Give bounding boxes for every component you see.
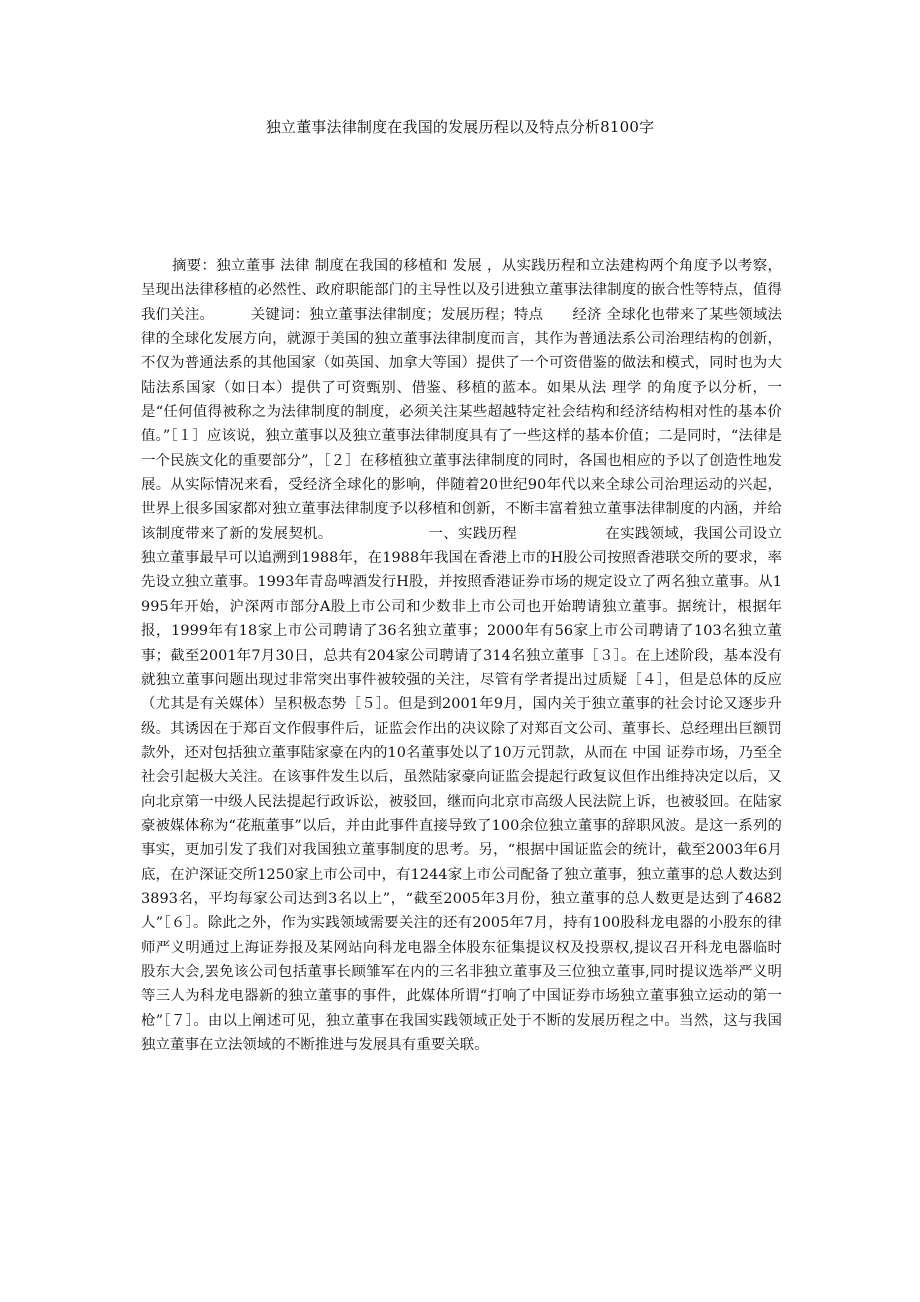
document-body-paragraph: 摘要：独立董事 法律 制度在我国的移植和 发展 ，从实践历程和立法建构两个角度予以考察，呈现出法律移植的必然性、政府职能部门的主导性以及引进独立董事法律制度的嵌合性等特点，值得我们关注。 关键词：独立董事法律制度；发展历程；特点 经济 全球化也带来了某些领域法律的全球化发展方向，就源于美国的独立董事法律制度而言，其作为普通法系公司治理结构的创新，不仅为普通法系的其他国家（如英国、加拿大等国）提供了一个可资借鉴的做法和模式，同时也为大陆法系国家（如日本）提供了可资甄别、借鉴、移植的蓝本。如果从法 理学 的角度予以分析，一是“任何值得被称之为法律制度的制度，必须关注某些超越特定社会结构和经济结构相对性的基本价值。”［１］应该说，独立董事以及独立董事法律制度具有了一些这样的基本价值；二是同时，“法律是一个民族文化的重要部分”，［２］在移植独立董事法律制度的同时，各国也相应的予以了创造性地发展。从实际情况来看，受经济全球化的影响，伴随着20世纪90年代以来全球公司治理运动的兴起，世界上很多国家都对独立董事法律制度予以移植和创新，不断丰富着独立董事法律制度的内涵，并给该制度带来了新的发展契机。 一、实践历程 在实践领域，我国公司设立独立董事最早可以追溯到1988年，在1988年我国在香港上市的H股公司按照香港联交所的要求，率先设立独立董事。1993年青岛啤酒发行H股，并按照香港证券市场的规定设立了两名独立董事。从1995年开始，沪深两市部分A股上市公司和少数非上市公司也开始聘请独立董事。据统计，根据年报，1999年有18家上市公司聘请了36名独立董事；2000年有56家上市公司聘请了103名独立董事；截至2001年7月30日，总共有204家公司聘请了314名独立董事［３］。在上述阶段，基本没有就独立董事问题出现过非常突出事件被较强的关注，尽管有学者提出过质疑［４］，但是总体的反应（尤其是有关媒体）呈积极态势［５］。但是到2001年9月，国内关于独立董事的社会讨论又逐步升级。其诱因在于郑百文作假事件后，证监会作出的决议除了对郑百文公司、董事长、总经理出巨额罚款外，还对包括独立董事陆家豪在内的10名董事处以了10万元罚款，从而在 中国 证券市场，乃至全社会引起极大关注。在该事件发生以后，虽然陆家豪向证监会提起行政复议但作出维持决定以后，又向北京第一中级人民法提起行政诉讼，被驳回，继而向北京市高级人民法院上诉，也被驳回。在陆家豪被媒体称为“花瓶董事”以后，并由此事件直接导致了100余位独立董事的辞职风波。是这一系列的事实，更加引发了我们对我国独立董事制度的思考。另，“根据中国证监会的统计，截至2003年6月底，在沪深证交所1250家上市公司中，有1244家上市公司配备了独立董事，独立董事的总人数达到3893名，平均每家公司达到3名以上”，“截至2005年3月份，独立董事的总人数更是达到了4682人”［６］。除此之外，作为实践领域需要关注的还有2005年7月，持有100股科龙电器的小股东的律师严义明通过上海证券报及某网站向科龙电器全体股东征集提议权及投票权,提议召开科龙电器临时股东大会,罢免该公司包括董事长顾雏军在内的三名非独立董事及三位独立董事,同时提议选举严义明等三人为科龙电器新的独立董事的事件，此媒体所谓“打响了中国证券市场独立董事独立运动的第一枪”［７］。由以上阐述可见，独立董事在我国实践领域正处于不断的发展历程之中。当然，这与我国独立董事在立法领域的不断推进与发展具有重要关联。 xyxy=(141,258,782,1053)
document-title: 独立董事法律制度在我国的发展历程以及特点分析8100字 xyxy=(265,118,655,136)
